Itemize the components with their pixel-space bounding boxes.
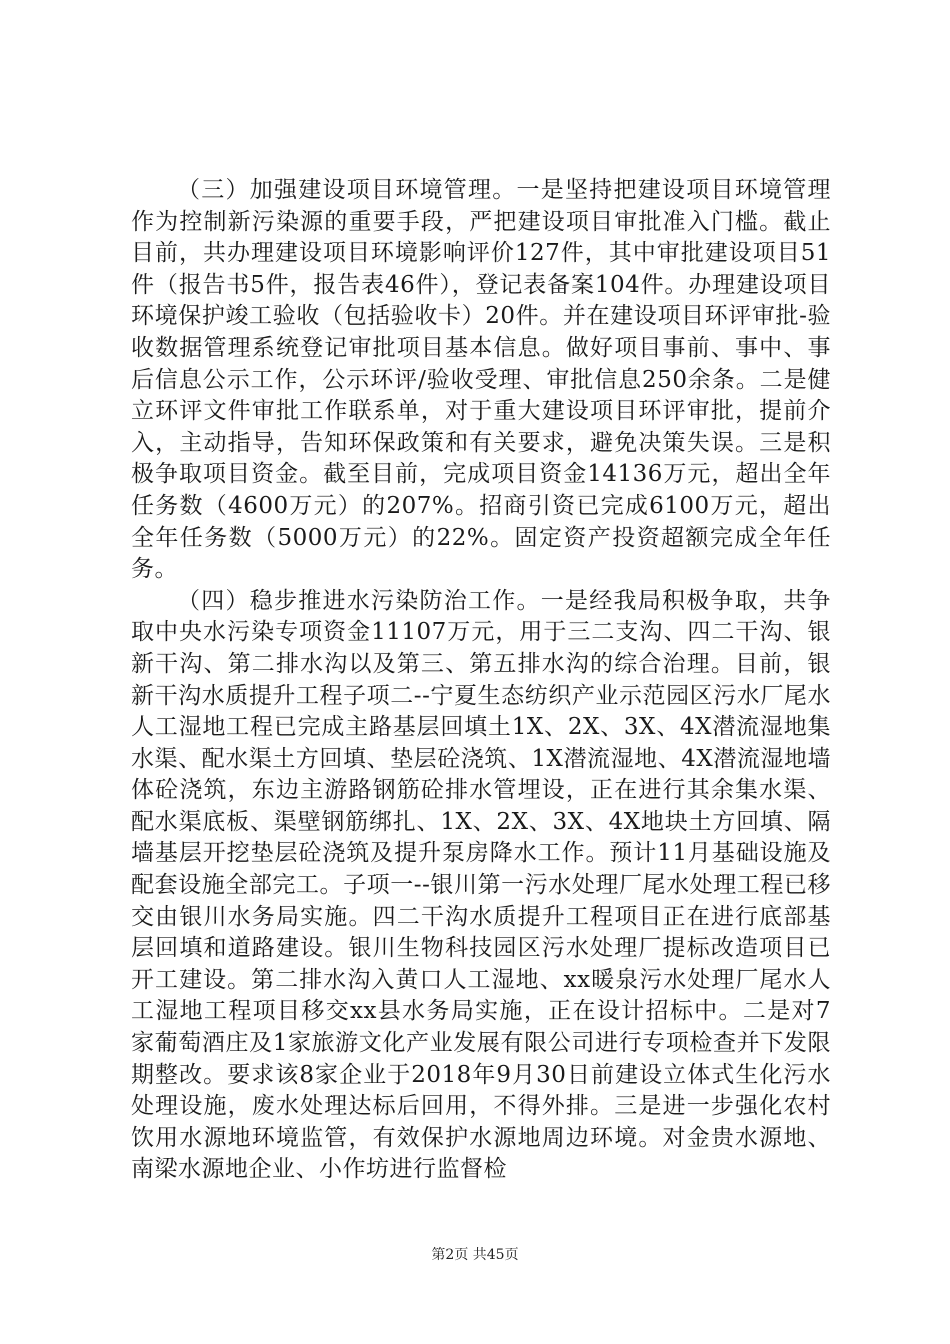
document-body bbox=[131, 175, 831, 1186]
page-footer: 第2页 共45页 bbox=[431, 1247, 519, 1263]
paragraph-water-pollution: （四）稳步推进水污染防治工作。一是经我局积极争取，共争取中央水污染专项资金11107万元，用于三二支沟、四二干沟、银新干沟、第二排水沟以及第三、第五排水沟的综合治理。目前，银新干沟水质提升工程子项二--宁夏生态纺织产业示范园区污水厂尾水人工湿地工程已完成主路基层回填土1X、2X、3X、4X潜流湿地集水渠、配水渠土方回填、垫层砼浇筑、1X潜流湿地、4X潜流湿地墙体砼浇筑，东边主游路钢筋砼排水管埋设，正在进行其余集水渠、配水渠底板、渠壁钢筋绑扎、1X、2X、3X、4X地块土方回填、隔墙基层开挖垫层砼浇筑及提升泵房降水工作。预计11月基础设施及配套设施全部完工。子项一--银川第一污水处理厂尾水处理工程已移交由银川水务局实施。四二干沟水质提升工程项目正在进行底部基层回填和道路建设。银川生物科技园区污水处理厂提标改造项目已开工建设。第二排水沟入黄口人工湿地、xx暖泉污水处理厂尾水人工湿地工程项目移交xx县水务局实施，正在设计招标中。二是对7家葡萄酒庄及1家旅游文化产业发展有限公司进行专项检查并下发限期整改。要求该8家企业于2018年9月30日前建设立体式生化污水处理设施，废水处理达标后回用，不得外排。三是进一步强化农村饮用水源地环境监管，有效保护水源地周边环境。对金贵水源地、南梁水源地企业、小作坊进行监督检 bbox=[131, 587, 831, 1183]
paragraph-construction-projects: （三）加强建设项目环境管理。一是坚持把建设项目环境管理作为控制新污染源的重要手段，严把建设项目审批准入门槛。截止目前，共办理建设项目环境影响评价127件，其中审批建设项目51件（报告书5件，报告表46件），登记表备案104件。办理建设项目环境保护竣工验收（包括验收卡）20件。并在建设项目环评审批-验收数据管理系统登记审批项目基本信息。做好项目事前、事中、事后信息公示工作，公示环评/验收受理、审批信息250余条。二是健立环评文件审批工作联系单，对于重大建设项目环评审批，提前介入，主动指导，告知环保政策和有关要求，避免决策失误。三是积极争取项目资金。截至目前，完成项目资金14136万元，超出全年任务数（4600万元）的207%。招商引资已完成6100万元，超出全年任务数（5000万元）的22%。固定资产投资超额完成全年任务。 bbox=[131, 177, 831, 583]
